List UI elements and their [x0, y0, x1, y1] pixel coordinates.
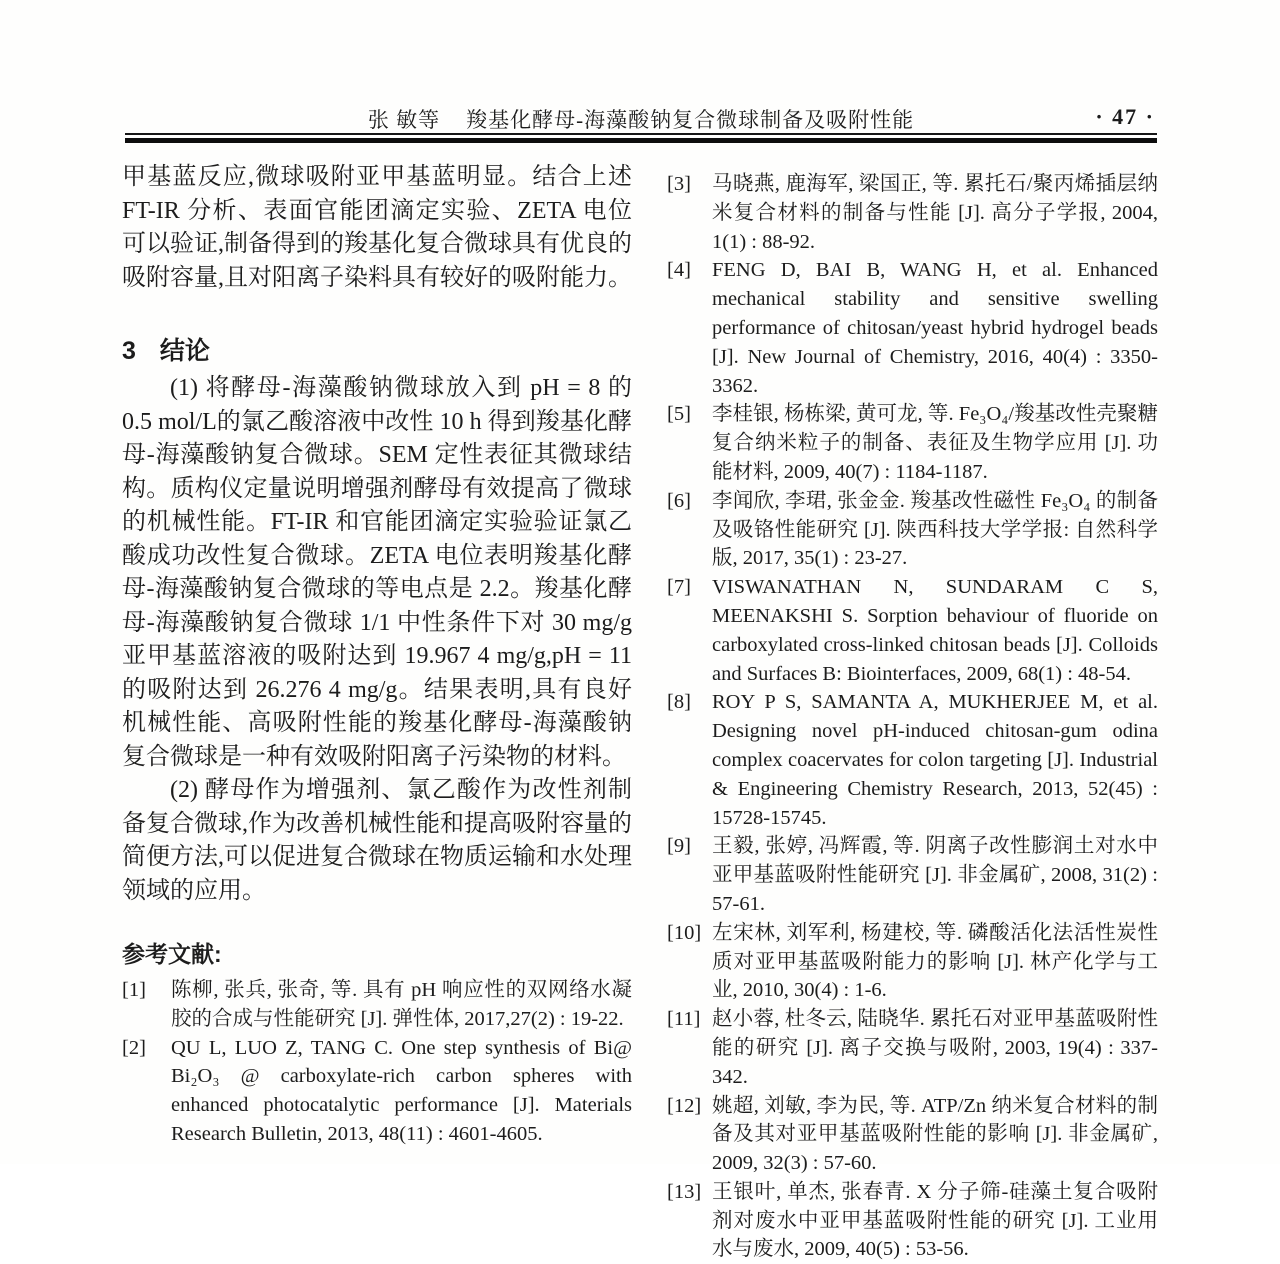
- reference-item: [667, 688, 1158, 832]
- reference-text: VISWANATHAN N, SUNDARAM C S, MEENAKSHI S. Sorption behaviour of fluoride on carboxylated cross-linked chitosan beads [J]. Colloids and Surfaces B: Biointerfaces, 2009, 68(1) : 48-54.: [712, 576, 1158, 685]
- reference-text: 王毅, 张婷, 冯辉霞, 等. 阴离子改性膨润土对水中亚甲基蓝吸附性能研究 [J]. 非金属矿, 2008, 31(2) : 57-61.: [712, 835, 1158, 915]
- reference-item: [667, 487, 1158, 573]
- reference-number: [10]: [667, 921, 702, 944]
- running-head-title: 羧基化酵母-海藻酸钠复合微球制备及吸附性能: [466, 108, 915, 132]
- reference-text: 左宋林, 刘军利, 杨建校, 等. 磷酸活化法活性炭性质对亚甲基蓝吸附能力的影响 [J]. 林产化学与工业, 2010, 30(4) : 1-6.: [712, 921, 1158, 1002]
- right-column: [667, 170, 1158, 1264]
- reference-list-right: [667, 170, 1158, 1264]
- reference-text: ROY P S, SAMANTA A, MUKHERJEE M, et al. Designing novel pH-induced chitosan-gum odina complex coacervates for colon targeting [J]. Industrial & Engineering Chemistry Research, 2013, 52(45) : 15728-15745.: [712, 691, 1158, 829]
- reference-text: 赵小蓉, 杜冬云, 陆晓华. 累托石对亚甲基蓝吸附性能的研究 [J]. 离子交换与吸附, 2003, 19(4) : 337-342.: [712, 1008, 1158, 1088]
- reference-item: [667, 1178, 1158, 1264]
- reference-text: QU L, LUO Z, TANG C. One step synthesis of Bi@ Bi₂O₃ @ carboxylate-rich carbon spheres with enhanced photocatalytic performance [J]. Materials Research Bulletin, 2013, 48(11) : 4601-4605.: [171, 1036, 632, 1145]
- references-heading: 参考文献:: [122, 941, 222, 967]
- section-title: 结论: [159, 337, 210, 365]
- reference-text: 马晓燕, 鹿海军, 梁国正, 等. 累托石/聚丙烯插层纳米复合材料的制备与性能 [J]. 高分子学报, 2004, 1(1) : 88-92.: [712, 173, 1158, 253]
- reference-text: 李闻欣, 李珺, 张金金. 羧基改性磁性 Fe₃O₄ 的制备及吸铬性能研究 [J]. 陕西科技大学学报: 自然科学版, 2017, 35(1) : 23-27.: [712, 489, 1158, 570]
- continued-paragraph: 甲基蓝反应,微球吸附亚甲基蓝明显。结合上述 FT-IR 分析、表面官能团滴定实验、ZETA 电位可以验证,制备得到的羧基化复合微球具有优良的吸附容量,且对阳离子染料具有较好的吸附能力。: [122, 164, 632, 291]
- reference-item: [667, 919, 1158, 1005]
- reference-text: 王银叶, 单杰, 张春青. X 分子筛-硅藻土复合吸附剂对废水中亚甲基蓝吸附性能的研究 [J]. 工业用水与废水, 2009, 40(5) : 53-56.: [712, 1180, 1158, 1261]
- reference-item: [122, 976, 632, 1034]
- page-number: · 47 ·: [1095, 104, 1155, 129]
- reference-number: [11]: [667, 1008, 701, 1031]
- reference-text: 李桂银, 杨栋梁, 黄可龙, 等. Fe₃O₄/羧基改性壳聚糖复合纳米粒子的制备、表征及生物学应用 [J]. 功能材料, 2009, 40(7) : 1184-1187.: [712, 403, 1158, 483]
- header-double-rule: [125, 133, 1157, 146]
- reference-number: [8]: [667, 691, 691, 714]
- reference-number: [7]: [667, 576, 691, 599]
- reference-number: [9]: [667, 835, 691, 858]
- reference-number: [4]: [667, 259, 691, 282]
- reference-text: 陈柳, 张兵, 张奇, 等. 具有 pH 响应性的双网络水凝胶的合成与性能研究 [J]. 弹性体, 2017,27(2) : 19-22.: [171, 979, 632, 1030]
- reference-item: [667, 1092, 1158, 1178]
- running-head-authors: 张 敏等: [367, 108, 441, 132]
- reference-number: [3]: [667, 173, 691, 195]
- reference-list-left: [122, 976, 632, 1149]
- conclusion-paragraph-2: (2) 酵母作为增强剂、氯乙酸作为改性剂制备复合微球,作为改善机械性能和提高吸附容量的简便方法,可以促进复合微球在物质运输和水处理领域的应用。: [122, 777, 632, 904]
- reference-number: [1]: [122, 979, 146, 1001]
- reference-item: [667, 832, 1158, 918]
- reference-number: [12]: [667, 1094, 702, 1117]
- reference-item: [667, 256, 1158, 400]
- running-head-center: [125, 104, 1157, 134]
- section-heading-conclusion: [122, 335, 632, 368]
- running-head: [125, 104, 1157, 134]
- reference-number: [6]: [667, 489, 691, 512]
- reference-item: [667, 573, 1158, 688]
- left-column: [122, 161, 632, 1149]
- reference-item: [667, 400, 1158, 486]
- reference-item: [122, 1034, 632, 1149]
- reference-number: [13]: [667, 1180, 702, 1203]
- reference-text: FENG D, BAI B, WANG H, et al. Enhanced mechanical stability and sensitive swelling performance of chitosan/yeast hybrid hydrogel beads [J]. New Journal of Chemistry, 2016, 40(4) : 3350-3362.: [712, 259, 1158, 397]
- reference-item: [667, 1005, 1158, 1091]
- section-number: 3: [122, 337, 136, 365]
- reference-number: [5]: [667, 403, 691, 426]
- reference-text: 姚超, 刘敏, 李为民, 等. ATP/Zn 纳米复合材料的制备及其对亚甲基蓝吸附性能的影响 [J]. 非金属矿, 2009, 32(3) : 57-60.: [712, 1094, 1158, 1175]
- conclusion-paragraph-1: (1) 将酵母-海藻酸钠微球放入到 pH = 8 的 0.5 mol/L的氯乙酸溶液中改性 10 h 得到羧基化酵母-海藻酸钠复合微球。SEM 定性表征其微球结构。质构仪定量说明增强剂酵母有效提高了微球的机械性能。FT-IR 和官能团滴定实验验证氯乙酸成功改性复合微球。ZETA 电位表明羧基化酵母-海藻酸钠复合微球的等电点是 2.2。羧基化酵母-海藻酸钠复合微球 1/1 中性条件下对 30 mg/g 亚甲基蓝溶液的吸附达到 19.967 4 mg/g,pH = 11 的吸附达到 26.276 4 mg/g。结果表明,具有良好机械性能、高吸附性能的羧基化酵母-海藻酸钠复合微球是一种有效吸附阳离子污染物的材料。: [122, 375, 632, 770]
- reference-number: [2]: [122, 1036, 146, 1059]
- header-rule-thick-line: [125, 138, 1157, 143]
- reference-item: [667, 170, 1158, 256]
